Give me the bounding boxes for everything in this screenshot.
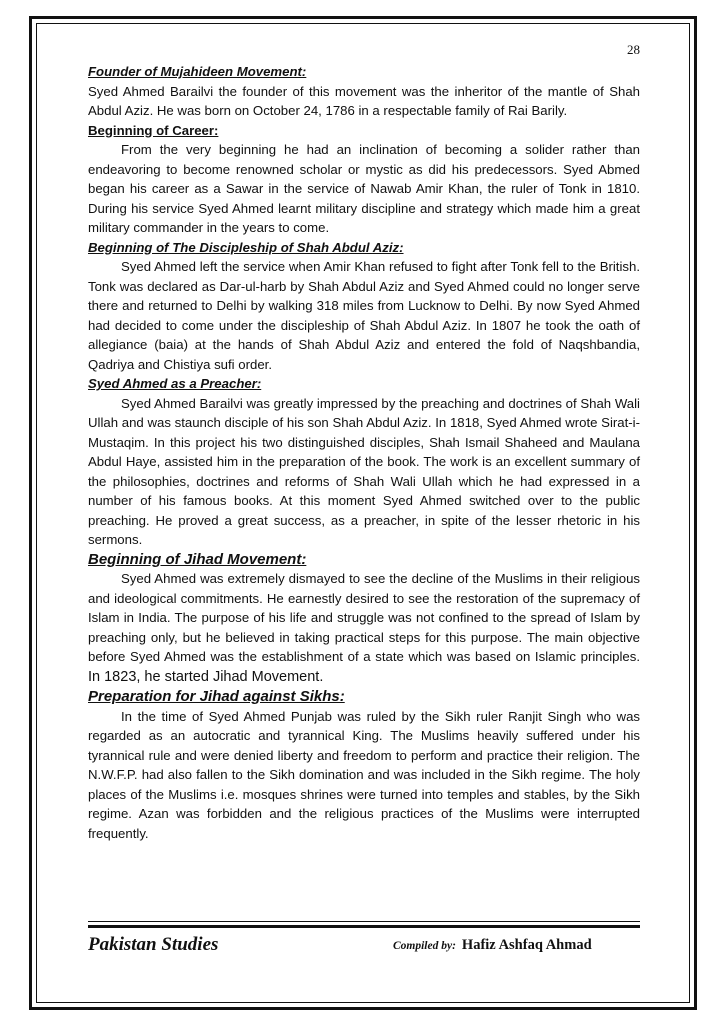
paragraph-jihad-movement-tail: In 1823, he started Jihad Movement. (88, 668, 324, 685)
section-heading-discipleship: Beginning of The Discipleship of Shah Abdul Aziz: (88, 239, 404, 255)
section-heading-founder: Founder of Mujahideen Movement: (88, 64, 307, 79)
paragraph-career: From the very beginning he had an inclination of becoming a solider rather than endeavoring to become renowned scholar or mystic as did his predecessors. Syed Abmed began his career as a Sawar in the service of Nawab Amir Khan, the ruler of Tonk in 1810. During his service Syed Ahmed learnt military discipline and strategy which made him a great military commander in the years to come. (88, 142, 640, 235)
section-heading-career: Beginning of Career: (88, 122, 219, 138)
paragraph-discipleship: Syed Ahmed left the service when Amir Khan refused to fight after Tonk fell to the British. Tonk was declared as Dar-ul-harb by Shah Abdul Aziz and Syed Ahmed could no longer serve there and returned to Delhi by walking 318 miles from Lucknow to Delhi. By now Syed Ahmed had decided to come under the discipleship of Shah Abdul Aziz. In 1807 he took the oath of allegiance (baia) at the hands of Shah Abdul Aziz and entered the fold of Naqshbandia, Qadriya and Chistiya sufi order. (88, 259, 640, 372)
footer-divider-thick (88, 925, 640, 928)
section-heading-preparation: Preparation for Jihad against Sikhs: (88, 688, 345, 705)
section-heading-jihad-movement: Beginning of Jihad Movement: (88, 550, 307, 568)
footer-compiled-label: Compiled by: (393, 940, 456, 952)
paragraph-preacher: Syed Ahmed Barailvi was greatly impressed by the preaching and doctrines of Shah Wali Ullah and was staunch disciple of his son Shah Abdul Aziz. In 1818, Syed Ahmed wrote Sirat-i-Mustaqim. In this project his two distinguished disciples, Shah Ismail Shaheed and Maulana Abdul Haye, assisted him in the preparation of the book. The work is an excellent summary of the philosophies, doctrines and reforms of Shah Wali Ullah which he had expressed in a number of his famous books. At this moment Syed Ahmed switched over to the public preaching. He proved a great success, as a preacher, in spite of the lesser rhetoric in his sermons. (88, 395, 640, 547)
paragraph-jihad-movement (88, 569, 640, 687)
footer-compiled-by (393, 937, 592, 954)
paragraph-preparation: In the time of Syed Ahmed Punjab was ruled by the Sikh ruler Ranjit Singh who was regarded as an autocratic and tyrannical King. The Muslims heavily suffered under his tyrannical rule and were denied liberty and freedom to perform and practice their religion. The N.W.F.P. had also fallen to the Sikh domination and was included in the Sikh regime. The holy places of the Muslims i.e. mosques shrines were turned into temples and stables, by the Sikh regime. Azan was forbidden and the religious practices of the Muslims were interrupted frequently. (88, 708, 640, 841)
paragraph-jihad-movement-body: Syed Ahmed was extremely dismayed to see the decline of the Muslims in their religious and ideological commitments. He earnestly desired to see the restoration of the supremacy of Islam in India. The purpose of his life and struggle was not confined to the spread of Islam by preaching only, but he believed in taking practical steps for this purpose. The main objective before Syed Ahmed was the establishment of a state which was based on Islamic principles. (88, 571, 640, 664)
footer-divider-thin (88, 921, 640, 922)
footer-compiler-name: Hafiz Ashfaq Ahmad (461, 937, 592, 953)
section-heading-preacher: Syed Ahmed as a Preacher: (88, 376, 262, 391)
document-body (88, 62, 640, 843)
footer-subject: Pakistan Studies (88, 934, 219, 955)
paragraph-founder: Syed Ahmed Barailvi the founder of this movement was the inheritor of the mantle of Shah Abdul Aziz. He was born on October 24, 1786 in a respectable family of Rai Barily. (88, 83, 640, 118)
page-number: 28 (627, 42, 640, 57)
